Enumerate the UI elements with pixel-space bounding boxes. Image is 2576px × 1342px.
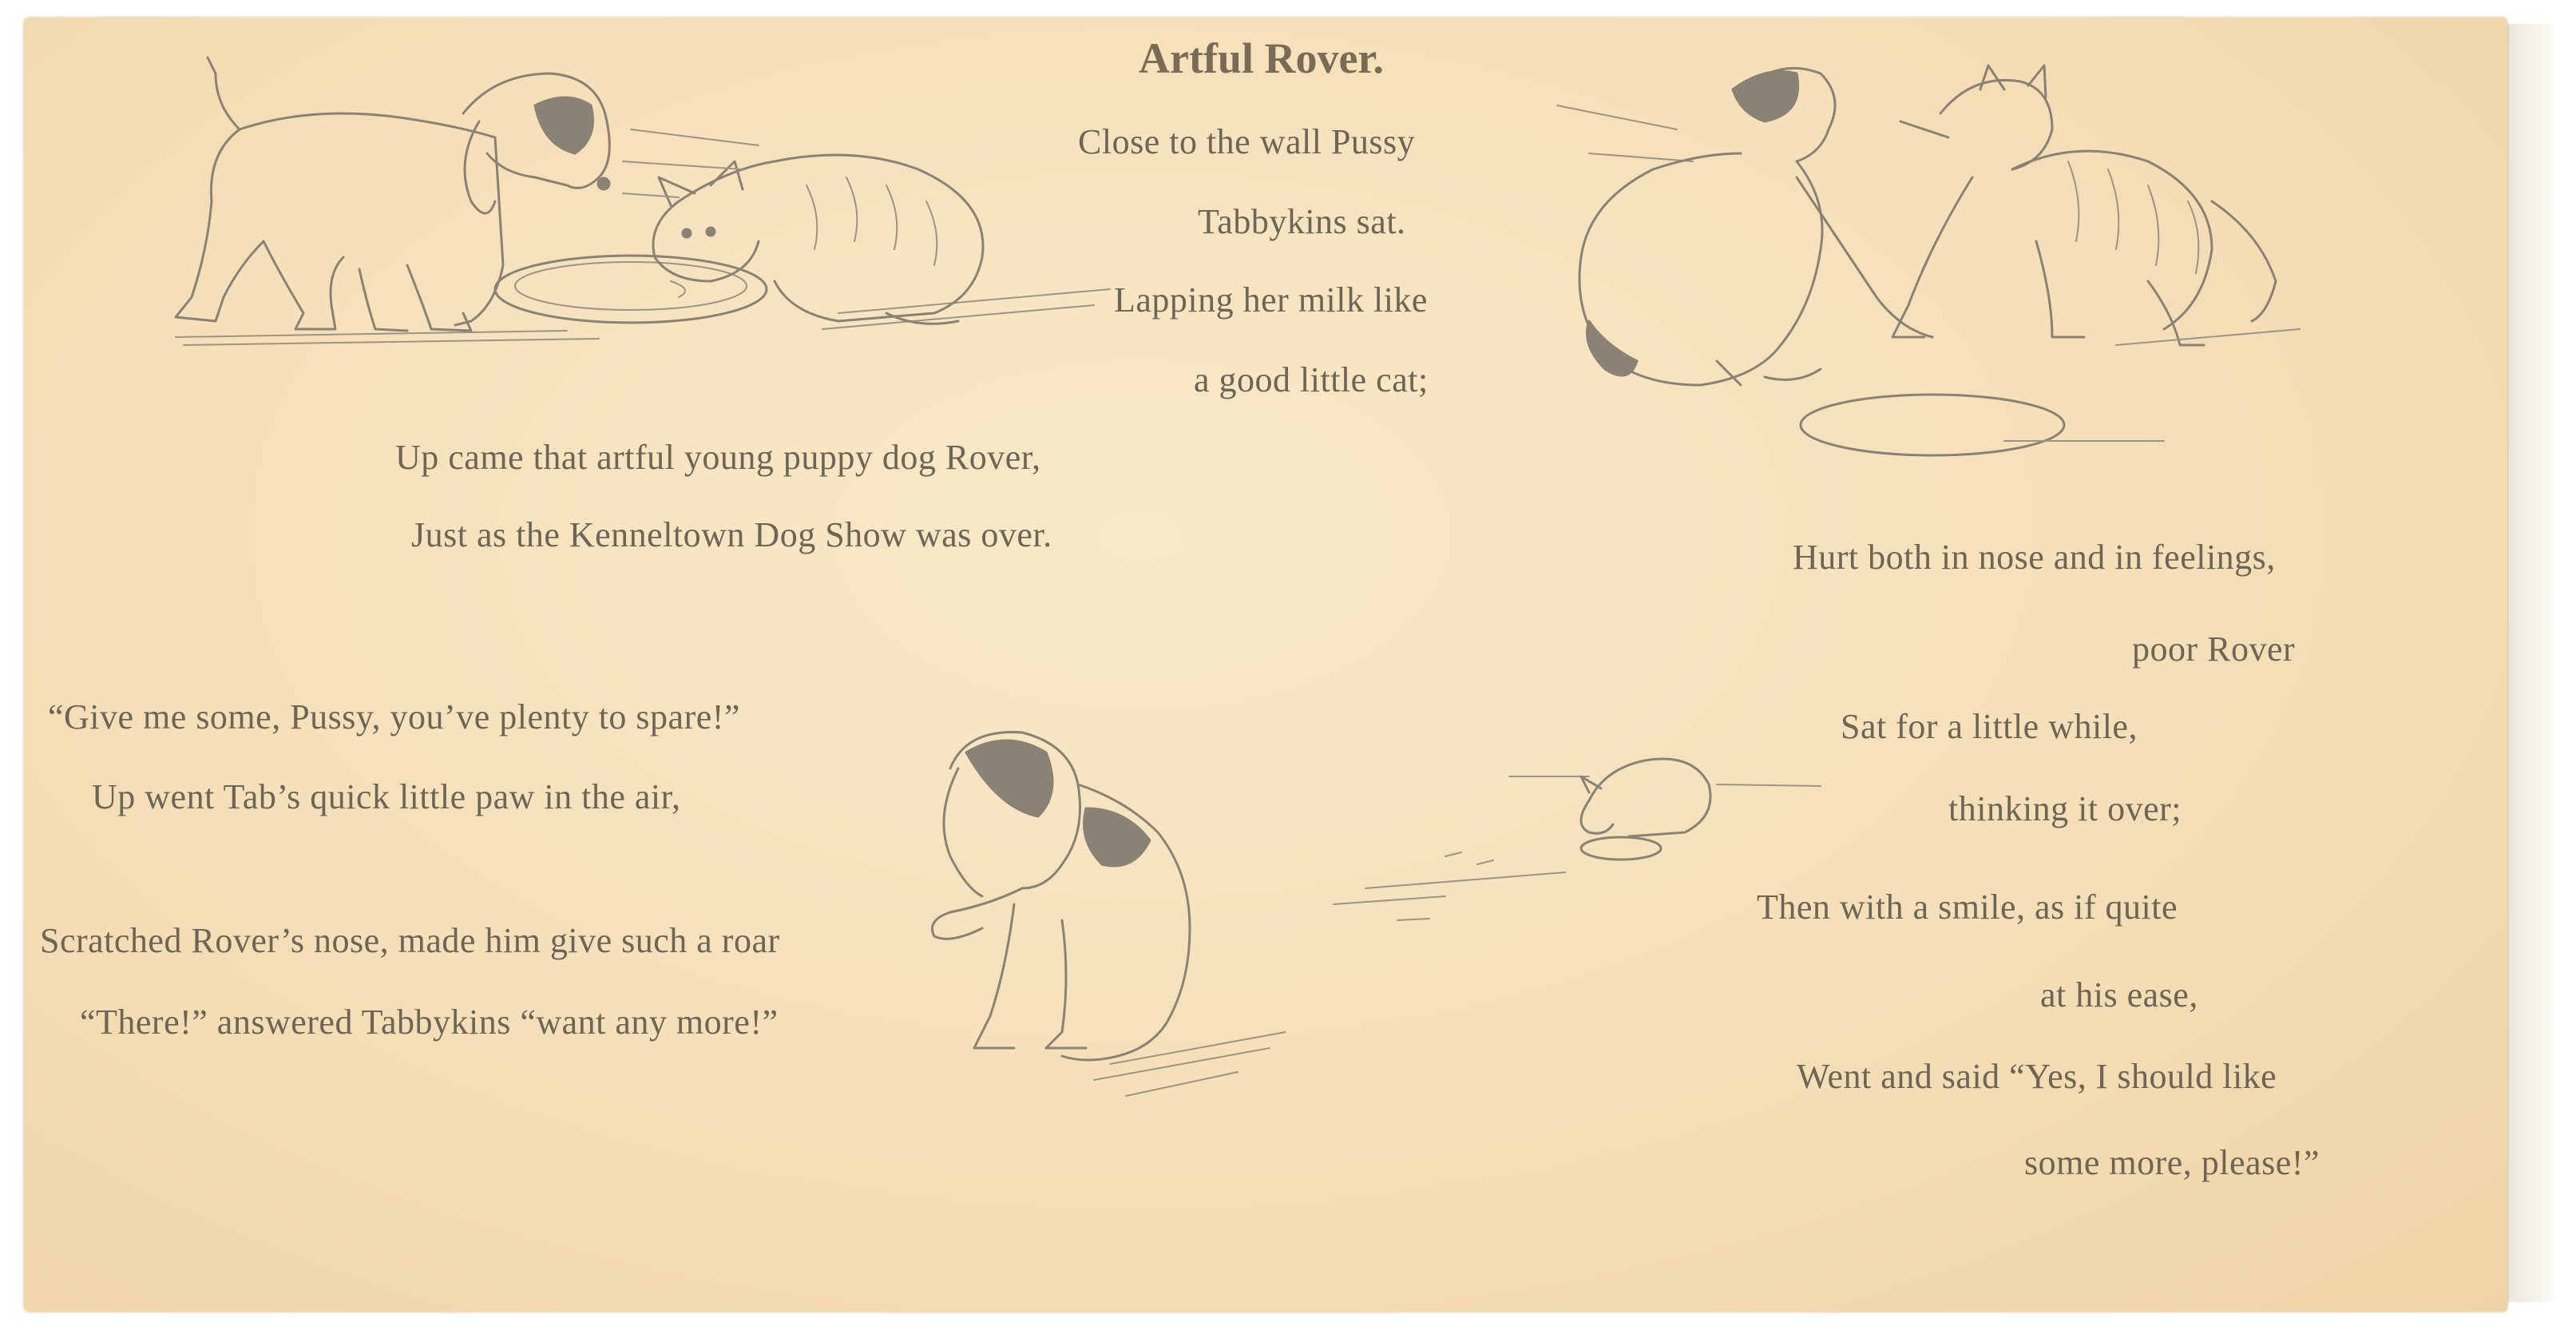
book-page [24,18,2507,1312]
verse-s6-line-4: some more, please!” [2024,1143,2320,1182]
verse-s1-line-4: a good little cat; [1194,360,1429,399]
verse-s6-line-3: Went and said “Yes, I should like [1797,1057,2277,1096]
verse-s3-line-1: “Give me some, Pussy, you’ve plenty to spare!” [48,697,740,737]
verse-s1-line-2: Tabbykins sat. [1198,202,1406,241]
puppy-watching-kitten-drink-icon [120,42,1110,361]
verse-s3-line-2: Up went Tab’s quick little paw in the air, [92,777,681,816]
verse-s6-line-2: at his ease, [2040,975,2198,1014]
verse-s2-line-2: Just as the Kenneltown Dog Show was over. [411,515,1052,554]
verse-s1-line-3: Lapping her milk like [1114,280,1428,320]
verse-s2-line-1: Up came that artful young puppy dog Rover, [395,438,1041,477]
verse-s1-line-1: Close to the wall Pussy [1078,122,1416,161]
verse-s6-line-1: Then with a smile, as if quite [1757,887,2178,927]
verse-s5-line-2: poor Rover [2132,629,2296,669]
sad-puppy-and-kitten-icon [886,713,1892,1128]
kitten-scratching-puppy-icon [1557,42,2340,457]
verse-s4-line-1: Scratched Rover’s nose, made him give such a roar [40,921,780,960]
verse-s5-line-3: Sat for a little while, [1841,707,2138,746]
verse-s5-line-1: Hurt both in nose and in feelings, [1793,538,2276,577]
verse-s5-line-4: thinking it over; [1948,789,2182,828]
next-page-edge [2507,24,2555,1302]
verse-s4-line-2: “There!” answered Tabbykins “want any more!” [80,1003,779,1042]
page-title: Artful Rover. [1139,34,1384,82]
